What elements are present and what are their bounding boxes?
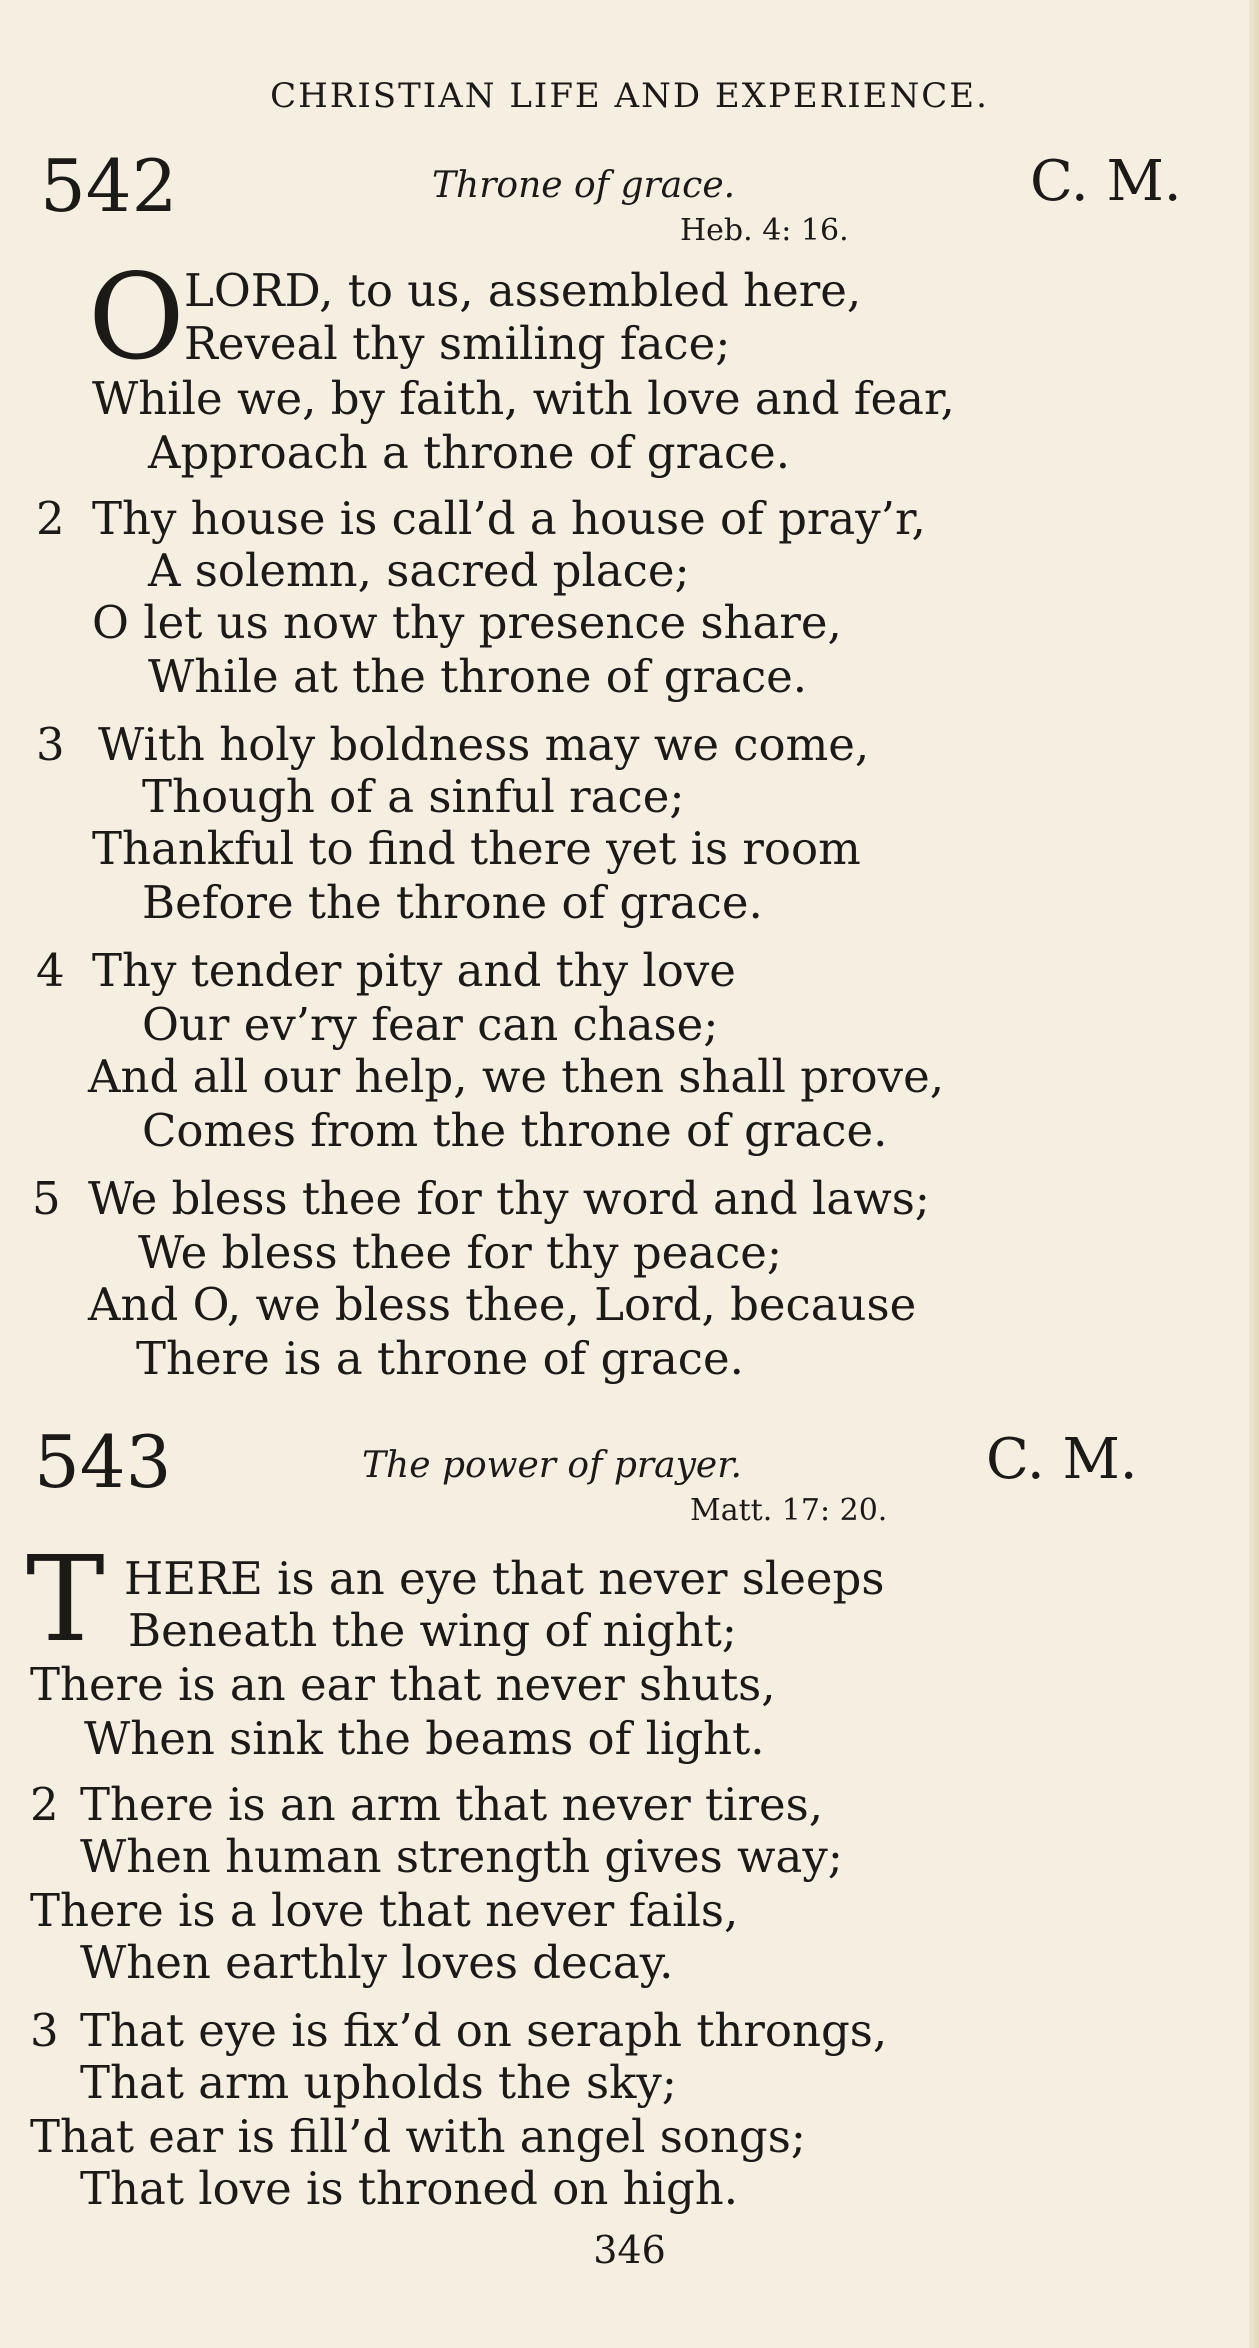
verse-line: That arm upholds the sky; <box>80 2056 677 2109</box>
verse-line: Comes from the throne of grace. <box>142 1104 888 1157</box>
verse-line: There is a love that never fails, <box>30 1884 739 1937</box>
verse-number: 3 <box>30 2004 59 2057</box>
verse-line: There is an arm that never tires, <box>80 1778 824 1831</box>
verse-line: While at the throne of grace. <box>148 650 808 703</box>
verse-line: LORD, to us, assembled here, <box>184 264 862 317</box>
verse-line: That love is throned on high. <box>80 2162 739 2215</box>
verse-line: Approach a throne of grace. <box>148 426 791 479</box>
verse-number: 4 <box>36 944 65 997</box>
hymn-number: 543 <box>34 1420 172 1504</box>
verse-number: 2 <box>36 492 65 545</box>
verse-line: Beneath the wing of night; <box>128 1604 737 1657</box>
page-number: 346 <box>593 2228 666 2272</box>
verse-line: And O, we bless thee, Lord, because <box>88 1278 917 1331</box>
verse-line: While we, by faith, with love and fear, <box>92 372 955 425</box>
verse-number: 3 <box>36 718 65 771</box>
verse-line: A solemn, sacred place; <box>148 544 690 597</box>
verse-number: 5 <box>32 1172 61 1225</box>
verse-line: Though of a sinful race; <box>142 770 685 823</box>
verse-line: We bless thee for thy peace; <box>138 1226 783 1279</box>
verse-line: Our ev’ry fear can chase; <box>142 998 719 1051</box>
hymn-meter: C. M. <box>1030 149 1182 214</box>
verse-line: Thankful to find there yet is room <box>92 822 861 875</box>
verse-line: That ear is fill’d with angel songs; <box>30 2110 806 2163</box>
scripture-reference: Heb. 4: 16. <box>680 213 849 248</box>
drop-cap: O <box>88 248 185 386</box>
scripture-reference: Matt. 17: 20. <box>690 1493 888 1528</box>
verse-line: Thy tender pity and thy love <box>92 944 736 997</box>
verse-line: When earthly loves decay. <box>80 1936 674 1989</box>
verse-line: That eye is fix’d on seraph throngs, <box>80 2004 888 2057</box>
verse-line: HERE is an eye that never sleeps <box>124 1552 885 1605</box>
hymn-number: 542 <box>40 144 178 228</box>
verse-line: Reveal thy smiling face; <box>184 317 731 370</box>
verse-line: O let us now thy presence share, <box>92 596 842 649</box>
verse-line: When sink the beams of light. <box>84 1712 765 1765</box>
hymn-title: The power of prayer. <box>362 1445 742 1486</box>
verse-line: Thy house is call’d a house of pray’r, <box>92 492 926 545</box>
hymn-meter: C. M. <box>986 1427 1138 1492</box>
verse-line: With holy boldness may we come, <box>98 718 870 771</box>
verse-line: And all our help, we then shall prove, <box>88 1050 945 1103</box>
verse-line: There is an ear that never shuts, <box>30 1658 776 1711</box>
page-header: CHRISTIAN LIFE AND EXPERIENCE. <box>270 76 989 116</box>
verse-number: 2 <box>30 1778 59 1831</box>
drop-cap: T <box>26 1530 105 1668</box>
verse-line: We bless thee for thy word and laws; <box>88 1172 930 1225</box>
verse-line: Before the throne of grace. <box>142 876 763 929</box>
hymn-title: Throne of grace. <box>432 165 736 206</box>
verse-line: There is a throne of grace. <box>136 1332 744 1385</box>
page-edge <box>1249 0 1259 2348</box>
verse-line: When human strength gives way; <box>80 1830 843 1883</box>
